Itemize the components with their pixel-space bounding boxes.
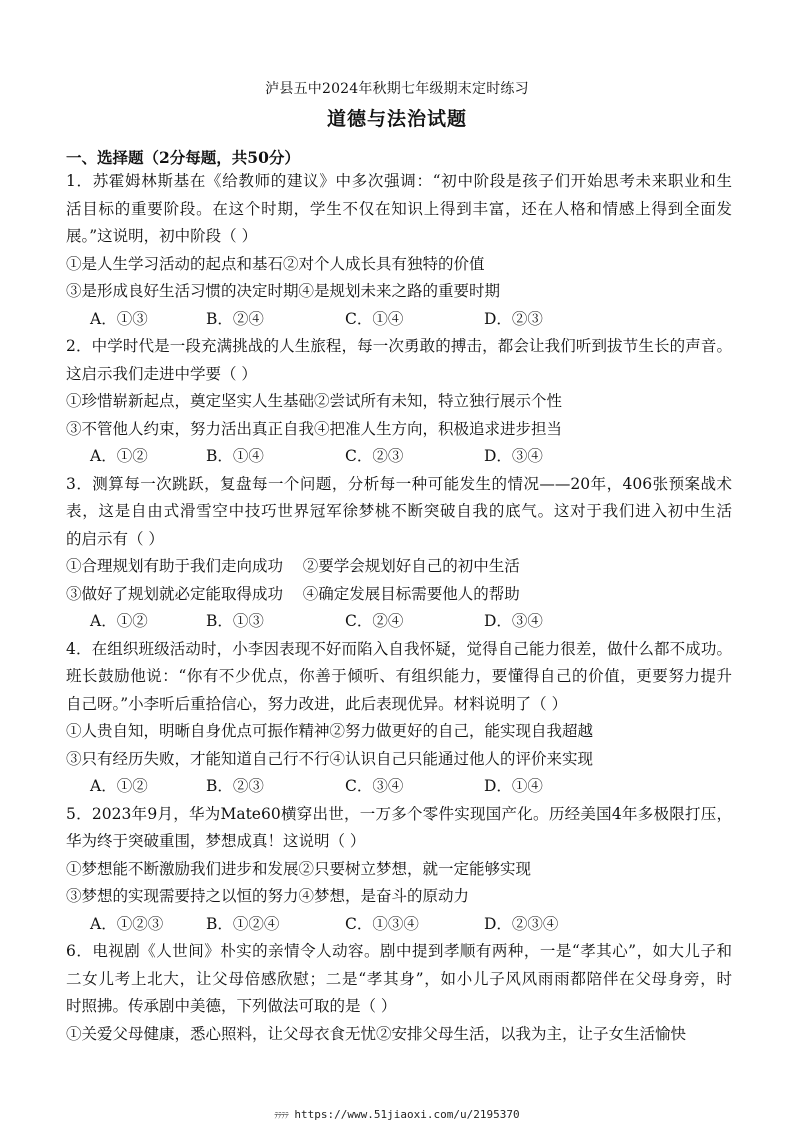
option-c: C．②④ [345,612,404,630]
question-list [66,168,732,1048]
option-d: D．②③④ [484,914,559,933]
option-d: D．③④ [484,612,543,630]
statement-line: ③梦想的实现需要持之以恒的努力④梦想，是奋斗的原动力 [66,887,470,905]
question-stem-line: 的启示有（ ） [66,529,164,548]
statement-line: ①梦想能不断激励我们进步和发展②只要树立梦想，就一定能够实现 [66,859,532,878]
option-c: C．③④ [345,777,404,795]
question-stem-line: 时照拂。传承剧中美德，下列做法可取的是（ ） [66,997,397,1015]
question-stem-line: 华为终于突破重围，梦想成真！这说明（ ） [66,832,366,850]
watermark-glyphs: ﾃﾃﾃﾃ [274,1111,289,1120]
statement-line: ①人贵自知，明晰自身优点可振作精神②努力做更好的自己，能实现自我超越 [66,722,594,740]
question-1 [66,168,732,333]
question-6 [66,938,732,1048]
question-stem-line: 5．2023年9月，华为Mate60横穿出世，一万多个零件实现国产化。历经美国4年多极限打压， [66,804,732,823]
answer-options [66,608,732,636]
question-stem-line: 这启示我们走进中学要（ ） [66,364,257,383]
section-heading: 一、选择题（2分每题，共50分） [66,148,300,167]
question-stem-line: 活目标的重要阶段。在这个时期，学生不仅在知识上得到丰富，还在人格和情感上得到全面发 [66,199,732,218]
option-d: D．②③ [484,309,543,328]
option-d: D．③④ [484,447,543,465]
exam-subtitle: 泸县五中2024年秋期七年级期末定时练习 [265,81,529,97]
exam-title: 道德与法治试题 [326,108,467,130]
question-stem-line: 自己呀。”小李听后重拾信心，努力改进，此后表现优异。材料说明了（ ） [66,694,568,713]
statement-line: ③做好了规划就必定能取得成功 ④确定发展目标需要他人的帮助 [66,584,520,603]
option-b: B．①④ [206,447,264,465]
question-stem-line: 班长鼓励他说：“你有不少优点，你善于倾听、有组织能力，要懂得自己的价值，更要努力提升 [66,667,732,685]
option-c: C．①③④ [345,914,419,933]
question-3 [66,471,732,636]
option-a: A．①② [90,447,148,465]
question-stem-line: 3．测算每一次跳跃，复盘每一个问题，分析每一种可能发生的情况——20年，406张预案战术 [66,474,732,493]
option-c: C．①④ [345,309,404,328]
statement-line: ③只有经历失败，才能知道自己行不行④认识自己只能通过他人的评价来实现 [66,749,594,768]
option-b: B．①②④ [206,914,280,933]
question-stem-line: 表，这是自由式滑雪空中技巧世界冠军徐梦桃不断突破自我的底气。这对于我们进入初中生活 [66,502,732,520]
statement-line: ③不管他人约束，努力活出真正自我④把准人生方向，积极追求进步担当 [66,419,563,438]
question-stem-line: 展。”这说明，初中阶段（ ） [66,227,258,245]
option-a: A．①② [90,777,148,795]
statement-line: ①合理规划有助于我们走向成功 ②要学会规划好自己的初中生活 [66,557,520,575]
answer-options [66,443,732,471]
page-footer [0,1108,794,1121]
option-a: A．①② [90,612,148,630]
question-stem-line: 4．在组织班级活动时，小李因表现不好而陷入自我怀疑，觉得自己能力很差，做什么都不成功。 [66,639,732,658]
question-5 [66,801,732,939]
question-2 [66,333,732,471]
option-a: A．①②③ [90,914,164,933]
option-a: A．①③ [90,309,148,328]
question-stem-line: 6．电视剧《人世间》朴实的亲情令人动容。剧中提到孝顺有两种，一是“孝其心”，如大儿子和 [66,942,732,960]
statement-line: ③是形成良好生活习惯的决定时期④是规划未来之路的重要时期 [66,282,501,300]
answer-options [66,773,732,801]
question-4 [66,636,732,801]
option-b: B．②③ [206,777,264,795]
question-stem-line: 2．中学时代是一段充满挑战的人生旅程，每一次勇敢的搏击，都会让我们听到拔节生长的声音。 [66,337,732,355]
option-d: D．①④ [484,777,543,795]
statement-line: ①珍惜崭新起点，奠定坚实人生基础②尝试所有未知，特立独行展示个性 [66,392,563,410]
option-c: C．②③ [345,447,404,465]
question-stem-line: 二女儿考上北大，让父母倍感欣慰；二是“孝其身”，如小儿子风风雨雨都陪伴在父母身旁，时 [66,969,732,988]
answer-options [66,911,732,939]
statement-line: ①关爱父母健康，悉心照料，让父母衣食无忧②安排父母生活，以我为主，让子女生活愉快 [66,1024,687,1043]
option-b: B．①③ [206,612,264,630]
question-stem-line: 1．苏霍姆林斯基在《给教师的建议》中多次强调：“初中阶段是孩子们开始思考未来职业和生 [66,172,732,190]
option-b: B．②④ [206,309,264,328]
source-url[interactable]: https://www.51jiaoxi.com/u/2195370 [294,1108,520,1121]
answer-options [66,306,732,334]
statement-line: ①是人生学习活动的起点和基石②对个人成长具有独特的价值 [66,254,485,273]
